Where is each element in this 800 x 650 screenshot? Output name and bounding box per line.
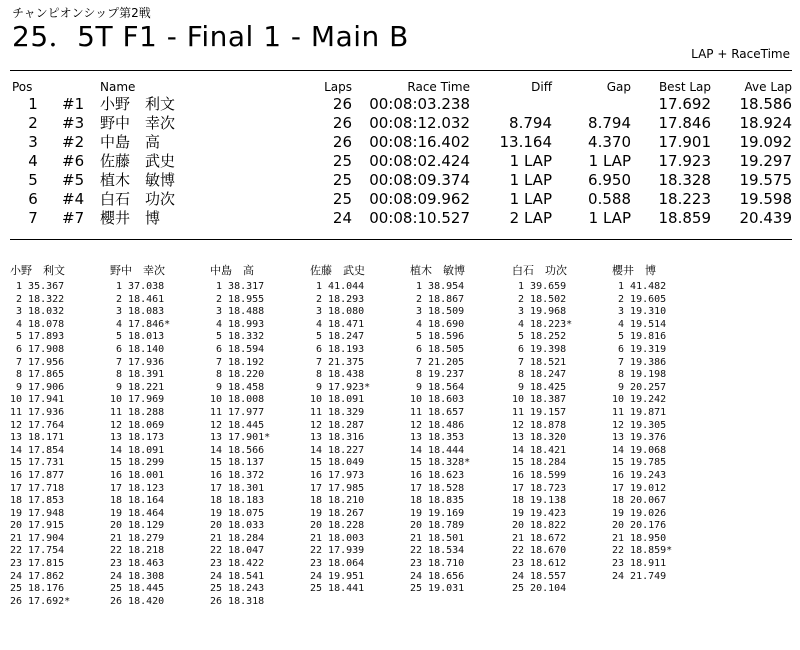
best-lap-cell: 18.859 [658,209,711,227]
lap-time-entry: 9 17.923* [310,381,371,393]
lap-time-column [612,264,712,583]
lap-time-list [512,281,612,596]
lap-time-entry: 22 18.218 [110,545,165,557]
lap-time-entry: 23 18.710 [410,558,465,570]
lap-time-entry: 11 18.329 [310,406,365,418]
lap-time-entry: 17 18.123 [110,482,165,494]
lap-time-entry: 9 18.458 [210,381,265,393]
lap-time-entry: 14 18.227 [310,444,365,456]
lap-time-entry: 11 18.288 [110,406,165,418]
event-subtitle: チャンピオンシップ第2戦 [12,6,151,20]
lap-time-column [512,264,612,596]
position-cell: 3 [28,133,38,151]
lap-time-entry: 14 18.444 [410,444,465,456]
lap-time-column [310,264,410,596]
lap-time-column [10,264,110,608]
lap-time-entry: 18 19.138 [512,495,567,507]
results-header-row [0,80,800,95]
lap-time-entry: 23 18.064 [310,558,365,570]
position-cell: 2 [28,114,38,132]
lap-time-entry: 16 18.001 [110,469,165,481]
lap-time-entry: 12 18.486 [410,419,465,431]
race-time-cell: 00:08:09.374 [369,171,470,189]
ave-lap-cell: 19.297 [739,152,792,170]
result-row [0,114,800,133]
lap-time-entry: 21 18.279 [110,532,165,544]
diff-cell: 2 LAP [509,209,552,227]
car-number-cell: #7 [62,209,85,227]
lap-time-entry: 10 17.969 [110,394,165,406]
position-cell: 7 [28,209,38,227]
best-lap-cell: 17.692 [658,95,711,113]
lap-time-entry: 25 18.176 [10,583,65,595]
lap-time-entry: 3 18.032 [10,306,65,318]
driver-name-cell: 小野 利文 [100,95,176,113]
lap-column-driver-name: 野中 幸次 [110,264,165,277]
lap-column-driver-name: 佐藤 武史 [310,264,365,277]
lap-time-entry: 19 19.169 [410,507,465,519]
report-mode-label: LAP + RaceTime [691,47,790,61]
lap-time-entry: 9 18.425 [512,381,567,393]
lap-time-entry: 18 18.183 [210,495,265,507]
lap-time-entry: 25 20.104 [512,583,567,595]
lap-column-driver-name: 白石 功次 [512,264,567,277]
race-time-cell: 00:08:02.424 [369,152,470,170]
lap-column-driver-name: 櫻井 博 [612,264,656,277]
lap-time-entry: 25 18.243 [210,583,265,595]
position-cell: 4 [28,152,38,170]
car-number-cell: #5 [62,171,85,189]
lap-time-entry: 4 18.690 [410,318,465,330]
lap-time-entry: 6 18.140 [110,343,165,355]
driver-name-cell: 野中 幸次 [100,114,176,132]
col-laps-header: Laps [324,80,352,94]
lap-time-entry: 9 17.906 [10,381,65,393]
lap-time-entry: 4 17.846* [110,318,171,330]
results-divider [10,239,792,240]
lap-time-entry: 24 17.862 [10,570,65,582]
lap-time-entry: 7 19.386 [612,356,667,368]
lap-time-entry: 18 17.853 [10,495,65,507]
col-race-time-header: Race Time [407,80,470,94]
lap-time-entry: 2 18.461 [110,293,165,305]
lap-time-entry: 23 18.422 [210,558,265,570]
lap-time-entry: 12 18.878 [512,419,567,431]
lap-time-entry: 6 19.319 [612,343,667,355]
lap-time-entry: 26 17.692* [10,595,71,607]
lap-time-entry: 7 18.192 [210,356,265,368]
lap-time-entry: 12 18.069 [110,419,165,431]
lap-time-entry: 25 19.031 [410,583,465,595]
result-row [0,95,800,114]
car-number-cell: #4 [62,190,85,208]
race-time-cell: 00:08:10.527 [369,209,470,227]
lap-time-entry: 18 18.210 [310,495,365,507]
lap-time-entry: 5 17.893 [10,331,65,343]
lap-time-entry: 8 19.198 [612,369,667,381]
lap-time-entry: 20 18.129 [110,520,165,532]
lap-time-entry: 18 18.164 [110,495,165,507]
lap-column-driver-name: 中島 高 [210,264,254,277]
lap-time-entry: 23 18.463 [110,558,165,570]
lap-time-list [612,281,712,583]
lap-time-entry: 14 18.421 [512,444,567,456]
position-cell: 6 [28,190,38,208]
lap-time-entry: 26 18.420 [110,595,165,607]
laps-cell: 26 [332,114,352,132]
diff-cell: 1 LAP [509,152,552,170]
lap-time-entry: 1 35.367 [10,281,65,292]
lap-time-entry: 11 17.977 [210,406,265,418]
lap-time-entry: 11 19.157 [512,406,567,418]
lap-time-entry: 4 18.471 [310,318,365,330]
lap-time-entry: 2 18.502 [512,293,567,305]
lap-time-entry: 24 18.541 [210,570,265,582]
lap-time-entry: 25 18.441 [310,583,365,595]
lap-time-entry: 2 18.322 [10,293,65,305]
lap-time-entry: 9 18.221 [110,381,165,393]
lap-time-entry: 6 19.398 [512,343,567,355]
laps-cell: 25 [332,171,352,189]
lap-time-entry: 3 19.968 [512,306,567,318]
lap-time-entry: 16 17.877 [10,469,65,481]
lap-time-entry: 6 18.193 [310,343,365,355]
lap-time-entry: 16 19.243 [612,469,667,481]
lap-time-entry: 11 18.657 [410,406,465,418]
lap-time-entry: 3 18.488 [210,306,265,318]
diff-cell: 8.794 [509,114,552,132]
lap-time-entry: 8 18.438 [310,369,365,381]
lap-time-entry: 9 18.564 [410,381,465,393]
ave-lap-cell: 19.575 [739,171,792,189]
lap-time-entry: 15 18.284 [512,457,567,469]
lap-time-entry: 4 18.078 [10,318,65,330]
result-row [0,133,800,152]
result-row [0,190,800,209]
driver-name-cell: 櫻井 博 [100,209,161,227]
lap-time-entry: 2 18.867 [410,293,465,305]
lap-time-entry: 16 17.973 [310,469,365,481]
lap-time-entry: 16 18.599 [512,469,567,481]
car-number-cell: #1 [62,95,85,113]
lap-time-entry: 20 18.822 [512,520,567,532]
col-diff-header: Diff [531,80,552,94]
lap-time-entry: 2 18.293 [310,293,365,305]
race-time-cell: 00:08:16.402 [369,133,470,151]
lap-time-list [210,281,310,608]
lap-time-entry: 13 19.376 [612,432,667,444]
lap-time-entry: 8 17.865 [10,369,65,381]
lap-time-entry: 4 18.223* [512,318,573,330]
lap-column-driver-name: 小野 利文 [10,264,65,277]
lap-time-entry: 3 18.083 [110,306,165,318]
lap-time-entry: 19 19.423 [512,507,567,519]
lap-time-entry: 1 38.317 [210,281,265,292]
lap-time-entry: 1 41.044 [310,281,365,292]
lap-time-entry: 7 18.521 [512,356,567,368]
lap-time-entry: 2 19.605 [612,293,667,305]
lap-time-entry: 19 19.026 [612,507,667,519]
lap-time-entry: 18 20.067 [612,495,667,507]
lap-time-entry: 23 17.815 [10,558,65,570]
race-time-cell: 00:08:09.962 [369,190,470,208]
lap-time-entry: 17 18.723 [512,482,567,494]
lap-time-entry: 6 18.594 [210,343,265,355]
lap-time-entry: 6 18.505 [410,343,465,355]
lap-time-entry: 1 39.659 [512,281,567,292]
lap-time-entry: 19 17.948 [10,507,65,519]
lap-time-entry: 17 18.301 [210,482,265,494]
lap-time-entry: 7 17.936 [110,356,165,368]
ave-lap-cell: 18.586 [739,95,792,113]
lap-time-entry: 12 19.305 [612,419,667,431]
lap-time-entry: 10 18.091 [310,394,365,406]
results-body [0,95,800,228]
lap-time-entry: 12 18.287 [310,419,365,431]
lap-time-entry: 22 18.859* [612,545,673,557]
driver-name-cell: 佐藤 武史 [100,152,176,170]
car-number-cell: #2 [62,133,85,151]
lap-time-entry: 4 18.993 [210,318,265,330]
laps-cell: 24 [332,209,352,227]
lap-time-entry: 17 18.528 [410,482,465,494]
lap-time-entry: 22 18.534 [410,545,465,557]
lap-time-entry: 11 17.936 [10,406,65,418]
laps-cell: 26 [332,95,352,113]
laps-cell: 25 [332,190,352,208]
lap-time-entry: 12 18.445 [210,419,265,431]
lap-time-entry: 20 18.033 [210,520,265,532]
lap-time-entry: 15 18.299 [110,457,165,469]
lap-time-entry: 5 18.596 [410,331,465,343]
lap-time-entry: 20 17.915 [10,520,65,532]
gap-cell: 4.370 [588,133,631,151]
lap-time-entry: 20 18.228 [310,520,365,532]
diff-cell: 1 LAP [509,171,552,189]
lap-time-entry: 5 18.252 [512,331,567,343]
gap-cell: 8.794 [588,114,631,132]
lap-time-list [310,281,410,596]
lap-time-entry: 1 38.954 [410,281,465,292]
lap-time-entry: 25 18.445 [110,583,165,595]
lap-time-entry: 10 18.387 [512,394,567,406]
lap-time-entry: 3 18.080 [310,306,365,318]
lap-time-entry: 16 18.372 [210,469,265,481]
lap-time-entry: 8 18.247 [512,369,567,381]
lap-time-entry: 20 20.176 [612,520,667,532]
lap-time-entry: 10 19.242 [612,394,667,406]
lap-time-entry: 26 18.318 [210,595,265,607]
lap-time-entry: 11 19.871 [612,406,667,418]
lap-time-entry: 19 18.267 [310,507,365,519]
best-lap-cell: 18.328 [658,171,711,189]
lap-time-entry: 15 18.049 [310,457,365,469]
lap-time-entry: 17 17.985 [310,482,365,494]
lap-time-entry: 5 18.013 [110,331,165,343]
gap-cell: 1 LAP [588,152,631,170]
lap-time-entry: 15 18.328* [410,457,471,469]
lap-time-entry: 24 18.308 [110,570,165,582]
result-row [0,209,800,228]
lap-time-entry: 6 17.908 [10,343,65,355]
best-lap-cell: 17.923 [658,152,711,170]
lap-time-entry: 15 17.731 [10,457,65,469]
lap-time-entry: 19 18.075 [210,507,265,519]
lap-time-list [410,281,510,596]
lap-time-entry: 21 17.904 [10,532,65,544]
lap-time-entry: 20 18.789 [410,520,465,532]
col-gap-header: Gap [606,80,631,94]
lap-time-entry: 17 19.012 [612,482,667,494]
lap-time-entry: 7 21.375 [310,356,365,368]
lap-time-list [110,281,210,608]
lap-time-entry: 21 18.003 [310,532,365,544]
lap-time-entry: 13 18.353 [410,432,465,444]
driver-name-cell: 中島 高 [100,133,161,151]
lap-time-entry: 15 19.785 [612,457,667,469]
result-row [0,171,800,190]
lap-time-column [210,264,310,608]
lap-time-entry: 3 18.509 [410,306,465,318]
lap-time-entry: 14 19.068 [612,444,667,456]
car-number-cell: #3 [62,114,85,132]
lap-time-entry: 14 17.854 [10,444,65,456]
lap-time-entry: 22 18.047 [210,545,265,557]
lap-time-entry: 24 18.557 [512,570,567,582]
lap-time-entry: 8 19.237 [410,369,465,381]
gap-cell: 6.950 [588,171,631,189]
lap-time-column [410,264,510,596]
lap-time-entry: 1 37.038 [110,281,165,292]
lap-time-entry: 7 21.205 [410,356,465,368]
position-cell: 5 [28,171,38,189]
lap-time-entry: 7 17.956 [10,356,65,368]
lap-time-entry: 8 18.220 [210,369,265,381]
best-lap-cell: 17.846 [658,114,711,132]
lap-time-entry: 10 17.941 [10,394,65,406]
diff-cell: 13.164 [499,133,552,151]
lap-time-list [10,281,110,608]
lap-time-entry: 5 18.332 [210,331,265,343]
lap-time-entry: 10 18.008 [210,394,265,406]
lap-time-entry: 12 17.764 [10,419,65,431]
lap-time-entry: 13 17.901* [210,432,271,444]
lap-time-entry: 3 19.310 [612,306,667,318]
lap-time-entry: 24 21.749 [612,570,667,582]
lap-time-entry: 23 18.612 [512,558,567,570]
col-best-lap-header: Best Lap [658,80,711,94]
col-ave-lap-header: Ave Lap [744,80,792,94]
lap-time-entry: 18 18.835 [410,495,465,507]
lap-time-entry: 1 41.482 [612,281,667,292]
lap-time-entry: 15 18.137 [210,457,265,469]
car-number-cell: #6 [62,152,85,170]
ave-lap-cell: 20.439 [739,209,792,227]
lap-time-entry: 8 18.391 [110,369,165,381]
lap-time-entry: 13 18.316 [310,432,365,444]
race-title: 25．5T F1 - Final 1 - Main B [12,20,409,53]
lap-time-column [110,264,210,608]
lap-time-entry: 14 18.566 [210,444,265,456]
result-row [0,152,800,171]
gap-cell: 0.588 [588,190,631,208]
laps-cell: 25 [332,152,352,170]
lap-time-entry: 4 19.514 [612,318,667,330]
laps-cell: 26 [332,133,352,151]
lap-time-entry: 23 18.911 [612,558,667,570]
lap-time-entry: 2 18.955 [210,293,265,305]
lap-column-driver-name: 植木 敏博 [410,264,465,277]
lap-time-entry: 5 18.247 [310,331,365,343]
driver-name-cell: 白石 功次 [100,190,176,208]
lap-time-entry: 10 18.603 [410,394,465,406]
position-cell: 1 [28,95,38,113]
driver-name-cell: 植木 敏博 [100,171,176,189]
lap-time-entry: 9 20.257 [612,381,667,393]
lap-time-entry: 13 18.173 [110,432,165,444]
best-lap-cell: 17.901 [658,133,711,151]
best-lap-cell: 18.223 [658,190,711,208]
ave-lap-cell: 18.924 [739,114,792,132]
race-time-cell: 00:08:12.032 [369,114,470,132]
race-time-cell: 00:08:03.238 [369,95,470,113]
ave-lap-cell: 19.092 [739,133,792,151]
lap-time-entry: 24 18.656 [410,570,465,582]
lap-time-entry: 21 18.950 [612,532,667,544]
lap-time-entry: 5 19.816 [612,331,667,343]
lap-time-entry: 21 18.284 [210,532,265,544]
lap-time-entry: 21 18.672 [512,532,567,544]
ave-lap-cell: 19.598 [739,190,792,208]
gap-cell: 1 LAP [588,209,631,227]
lap-time-entry: 13 18.320 [512,432,567,444]
lap-time-entry: 19 18.464 [110,507,165,519]
lap-time-entry: 16 18.623 [410,469,465,481]
col-name-header: Name [100,80,136,94]
lap-time-entry: 14 18.091 [110,444,165,456]
results-table [0,80,800,228]
lap-time-entry: 22 17.754 [10,545,65,557]
lap-time-entry: 22 17.939 [310,545,365,557]
lap-time-entry: 17 17.718 [10,482,65,494]
diff-cell: 1 LAP [509,190,552,208]
col-pos-header: Pos [12,80,33,94]
lap-time-entry: 24 19.951 [310,570,365,582]
lap-time-entry: 21 18.501 [410,532,465,544]
lap-time-entry: 13 18.171 [10,432,65,444]
header-divider [10,70,792,71]
lap-time-entry: 22 18.670 [512,545,567,557]
